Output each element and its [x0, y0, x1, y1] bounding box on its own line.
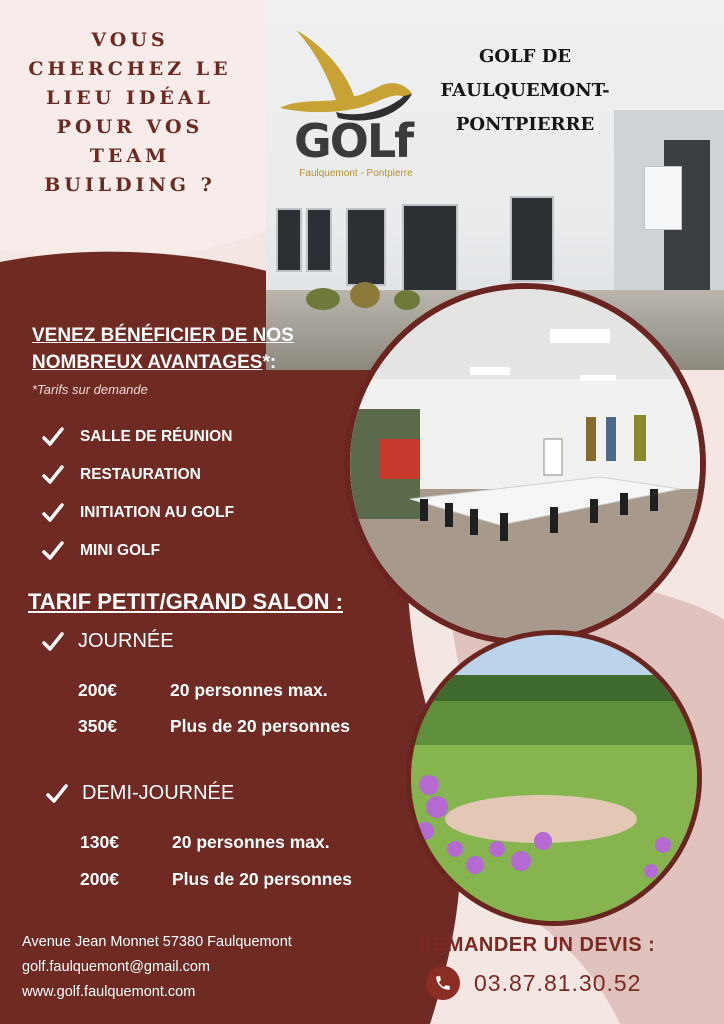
building-sign: [644, 166, 682, 230]
price-amount: 200€: [78, 680, 117, 700]
logo-subtitle: Faulquemont - Pontpierre: [299, 168, 413, 179]
price-row: [78, 716, 350, 737]
phone-number[interactable]: 03.87.81.30.52: [474, 969, 642, 996]
question-line: LIEU IDÉAL: [46, 87, 214, 109]
quote-request-heading: DEMANDER UN DEVIS :: [418, 934, 656, 956]
list-item: [42, 532, 342, 570]
page-title: [420, 40, 630, 142]
section-title-demi-journee: [46, 782, 234, 805]
advantages-heading-line: NOMBREUX AVANTAGES: [32, 352, 263, 373]
address-text: Avenue Jean Monnet 57380 Faulquemont: [22, 934, 292, 950]
list-item: [42, 494, 342, 532]
advantage-label: MINI GOLF: [80, 542, 161, 559]
check-icon: [42, 631, 64, 653]
website-link[interactable]: www.golf.faulquemont.com: [22, 984, 196, 1000]
logo-wordmark: GOLf: [294, 114, 413, 168]
section-title-journee: [42, 630, 174, 653]
price-amount: 130€: [80, 832, 119, 852]
pricing-heading: TARIF PETIT/GRAND SALON :: [28, 589, 343, 614]
advantage-label: SALLE DE RÉUNION: [80, 428, 233, 445]
price-description: 20 personnes max.: [170, 680, 328, 700]
advantage-label: RESTAURATION: [80, 466, 201, 483]
price-row: [78, 680, 328, 701]
question-line: POUR VOS: [56, 116, 204, 138]
price-description: Plus de 20 personnes: [170, 716, 350, 736]
question-line: TEAM: [89, 145, 171, 167]
phone-icon: [426, 966, 460, 1000]
contact-info: [22, 930, 402, 1005]
title-line: GOLF DE: [478, 46, 572, 67]
section-title-label: DEMI-JOURNÉE: [82, 782, 235, 804]
golf-course-photo: [406, 630, 702, 926]
pricing-note: *Tarifs sur demande: [32, 382, 148, 397]
phone-contact[interactable]: [426, 966, 641, 1000]
price-row: [80, 869, 352, 890]
advantages-list: [42, 418, 342, 570]
advantages-heading: [32, 322, 352, 376]
check-icon: [42, 464, 64, 486]
golf-logo: [276, 22, 426, 192]
price-amount: 200€: [80, 869, 119, 889]
meeting-room-photo: [344, 283, 706, 645]
list-item: [42, 456, 342, 494]
advantage-label: INITIATION AU GOLF: [80, 504, 235, 521]
price-amount: 350€: [78, 716, 117, 736]
advantages-heading-suffix: *:: [262, 352, 277, 373]
header-question: [10, 26, 250, 200]
price-description: 20 personnes max.: [172, 832, 330, 852]
price-description: Plus de 20 personnes: [172, 869, 352, 889]
question-line: BUILDING ?: [44, 174, 216, 196]
title-line: FAULQUEMONT-: [440, 80, 610, 101]
price-row: [80, 832, 330, 853]
title-line: PONTPIERRE: [455, 114, 595, 135]
section-title-label: JOURNÉE: [78, 630, 174, 652]
question-line: VOUS: [91, 29, 169, 51]
check-icon: [42, 540, 64, 562]
advantages-heading-line: VENEZ BÉNÉFICIER DE NOS: [32, 325, 294, 346]
check-icon: [46, 783, 68, 805]
check-icon: [42, 426, 64, 448]
list-item: [42, 418, 342, 456]
question-line: CHERCHEZ LE: [28, 58, 232, 80]
check-icon: [42, 502, 64, 524]
email-link[interactable]: golf.faulquemont@gmail.com: [22, 959, 211, 975]
